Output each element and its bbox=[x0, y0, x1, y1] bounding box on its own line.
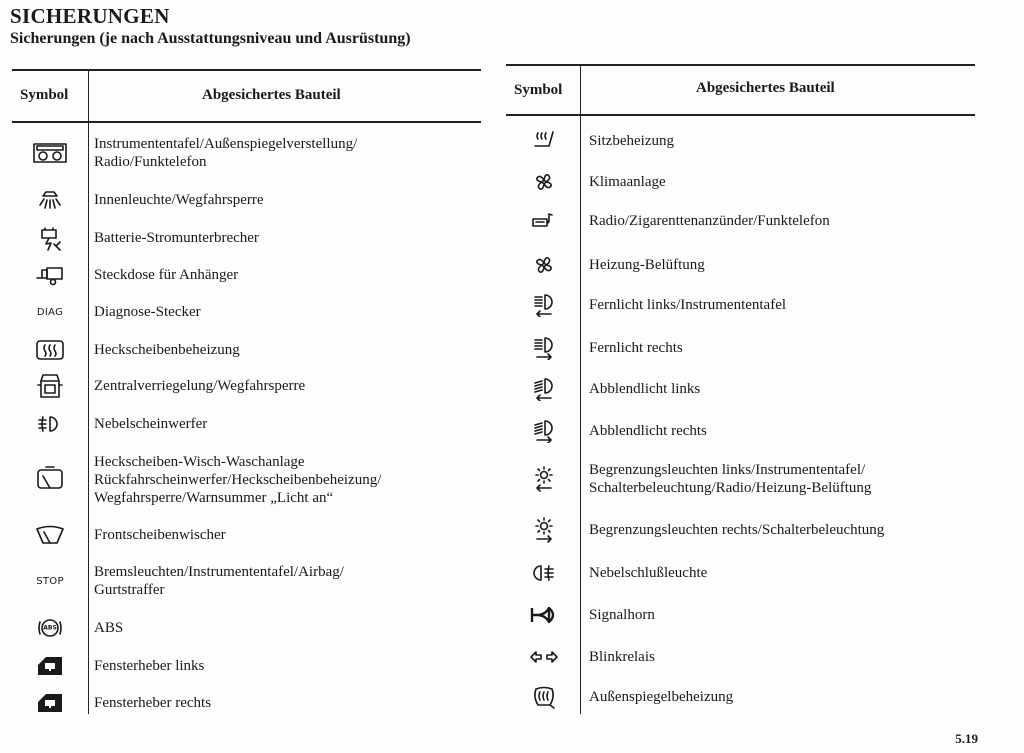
component-text: Sitzbeheizung bbox=[589, 133, 674, 149]
component-text: Instrumententafel/Außenspiegelverstellung/ bbox=[94, 136, 358, 152]
windscreen-wiper-icon bbox=[35, 524, 65, 546]
symbol-cell bbox=[506, 422, 582, 440]
window-left-icon bbox=[36, 655, 64, 677]
component-text: Heckscheiben-Wisch-Waschanlage bbox=[94, 454, 305, 470]
symbol-cell bbox=[12, 563, 88, 599]
symbol-cell bbox=[506, 380, 582, 398]
mirror-heating-icon bbox=[531, 685, 557, 709]
component-text: Nebelscheinwerfer bbox=[94, 416, 208, 432]
component-cell bbox=[589, 380, 700, 398]
page-number: 5.19 bbox=[955, 731, 978, 746]
component-text: Innenleuchte/Wegfahrsperre bbox=[94, 192, 264, 208]
component-cell bbox=[589, 296, 786, 314]
fan-icon bbox=[534, 172, 554, 192]
symbol-cell bbox=[12, 303, 88, 321]
symbol-cell bbox=[506, 256, 582, 274]
side-light-left-icon bbox=[531, 466, 557, 492]
stop-icon: STOP bbox=[36, 575, 64, 587]
central-locking-icon bbox=[36, 371, 64, 401]
side-light-right-icon bbox=[531, 517, 557, 543]
component-text: Radio/Zigarenttenanzünder/Funktelefon bbox=[589, 213, 830, 229]
symbol-cell bbox=[12, 526, 88, 544]
rear-wiper-icon bbox=[35, 466, 65, 494]
component-text: Heizung-Belüftung bbox=[589, 257, 705, 273]
component-text: Radio/Funktelefon bbox=[94, 154, 207, 170]
indicator-icon bbox=[529, 649, 559, 665]
page-title: SICHERUNGEN bbox=[10, 4, 170, 28]
symbol-cell bbox=[506, 688, 582, 706]
component-cell bbox=[589, 564, 707, 582]
table-header-rule bbox=[506, 114, 975, 116]
component-text: Fernlicht links/Instrumententafel bbox=[589, 297, 787, 313]
component-cell bbox=[589, 212, 830, 230]
instrument-panel-icon bbox=[33, 142, 67, 164]
component-text: Blinkrelais bbox=[589, 649, 655, 665]
battery-breaker-icon bbox=[36, 224, 64, 252]
component-cell bbox=[94, 526, 226, 544]
component-text: Frontscheibenwischer bbox=[94, 527, 226, 543]
page-subtitle: Sicherungen (je nach Ausstattungsniveau und Ausrüstung) bbox=[10, 30, 411, 47]
symbol-cell bbox=[506, 212, 582, 230]
interior-light-icon bbox=[36, 188, 64, 212]
component-cell bbox=[94, 563, 344, 599]
component-text: Begrenzungsleuchten links/Instrumententafel/ bbox=[589, 462, 866, 478]
component-cell bbox=[94, 341, 240, 359]
component-text: Abblendlicht links bbox=[589, 381, 701, 397]
fan-icon bbox=[534, 255, 554, 275]
symbol-cell bbox=[506, 296, 582, 314]
component-text: Wegfahrsperre/Warnsummer „Licht an“ bbox=[94, 490, 334, 506]
symbol-cell bbox=[12, 453, 88, 507]
symbol-cell bbox=[12, 619, 88, 637]
component-text: Nebelschlußleuchte bbox=[589, 565, 708, 581]
component-text: Fernlicht rechts bbox=[589, 340, 683, 356]
rear-defrost-icon bbox=[35, 339, 65, 361]
component-text: Zentralverriegelung/Wegfahrsperre bbox=[94, 378, 306, 394]
component-text: Schalterbeleuchtung/Radio/Heizung-Belüftung bbox=[589, 480, 872, 496]
component-text: Begrenzungsleuchten rechts/Schalterbeleuchtung bbox=[589, 522, 885, 538]
component-cell bbox=[94, 453, 381, 507]
symbol-cell bbox=[12, 135, 88, 171]
table-column-divider bbox=[88, 69, 89, 714]
component-cell bbox=[94, 135, 357, 171]
window-right-icon bbox=[36, 692, 64, 714]
trailer-socket-icon bbox=[35, 264, 65, 286]
component-text: Fensterheber rechts bbox=[94, 695, 212, 711]
symbol-cell bbox=[506, 461, 582, 497]
symbol-cell bbox=[12, 229, 88, 247]
symbol-cell bbox=[506, 606, 582, 624]
symbol-cell bbox=[506, 173, 582, 191]
rear-fog-icon bbox=[531, 564, 557, 582]
symbol-cell bbox=[12, 694, 88, 712]
symbol-cell bbox=[506, 648, 582, 666]
component-text: Batterie-Stromunterbrecher bbox=[94, 230, 259, 246]
component-text: Abblendlicht rechts bbox=[589, 423, 707, 439]
symbol-cell bbox=[506, 132, 582, 150]
symbol-cell bbox=[506, 521, 582, 539]
component-text: Fensterheber links bbox=[94, 658, 205, 674]
component-cell bbox=[589, 461, 871, 497]
column-header-symbol: Symbol bbox=[20, 87, 69, 103]
component-cell bbox=[94, 657, 204, 675]
component-text: Steckdose für Anhänger bbox=[94, 267, 239, 283]
component-text: Rückfahrscheinwerfer/Heckscheibenbeheizung/ bbox=[94, 472, 382, 488]
symbol-cell bbox=[506, 339, 582, 357]
high-beam-left-icon bbox=[531, 293, 557, 317]
component-text: Signalhorn bbox=[589, 607, 655, 623]
symbol-cell bbox=[12, 377, 88, 395]
symbol-cell bbox=[506, 564, 582, 582]
component-cell bbox=[94, 229, 259, 247]
high-beam-right-icon bbox=[531, 336, 557, 360]
component-text: Heckscheibenbeheizung bbox=[94, 342, 240, 358]
component-text: ABS bbox=[94, 620, 124, 636]
component-cell bbox=[94, 415, 207, 433]
table-top-rule bbox=[506, 64, 975, 66]
seat-heating-icon bbox=[532, 130, 556, 152]
component-text: Gurtstraffer bbox=[94, 582, 165, 598]
symbol-cell bbox=[12, 266, 88, 284]
symbol-cell bbox=[12, 415, 88, 433]
component-cell bbox=[94, 694, 211, 712]
component-text: Klimaanlage bbox=[589, 174, 666, 190]
low-beam-left-icon bbox=[531, 377, 557, 401]
radio-lighter-icon bbox=[531, 212, 557, 230]
component-text: Außenspiegelbeheizung bbox=[589, 689, 734, 705]
column-header-component: Abgesichertes Bauteil bbox=[202, 87, 341, 103]
fuse-table-right bbox=[506, 64, 975, 714]
horn-icon bbox=[529, 605, 559, 625]
component-cell bbox=[94, 377, 305, 395]
fog-light-icon bbox=[36, 414, 64, 434]
table-header-rule bbox=[12, 121, 481, 123]
diag-icon: DIAG bbox=[36, 306, 64, 318]
component-cell bbox=[589, 688, 733, 706]
symbol-cell bbox=[12, 341, 88, 359]
component-text: Diagnose-Stecker bbox=[94, 304, 201, 320]
column-header-component: Abgesichertes Bauteil bbox=[696, 80, 835, 96]
fuse-table-left bbox=[12, 69, 481, 714]
component-cell bbox=[589, 606, 655, 624]
component-cell bbox=[94, 266, 238, 284]
component-cell bbox=[589, 521, 884, 539]
low-beam-right-icon bbox=[531, 419, 557, 443]
column-header-symbol: Symbol bbox=[514, 82, 563, 98]
component-cell bbox=[589, 256, 705, 274]
component-cell bbox=[589, 648, 655, 666]
symbol-cell bbox=[12, 657, 88, 675]
abs-icon: ABS bbox=[37, 616, 63, 640]
component-cell bbox=[589, 173, 666, 191]
component-cell bbox=[589, 422, 707, 440]
table-top-rule bbox=[12, 69, 481, 71]
component-cell bbox=[94, 303, 201, 321]
component-cell bbox=[94, 619, 123, 637]
component-text: Bremsleuchten/Instrumententafel/Airbag/ bbox=[94, 564, 344, 580]
symbol-cell bbox=[12, 191, 88, 209]
component-cell bbox=[589, 132, 674, 150]
component-cell bbox=[589, 339, 683, 357]
component-cell bbox=[94, 191, 264, 209]
